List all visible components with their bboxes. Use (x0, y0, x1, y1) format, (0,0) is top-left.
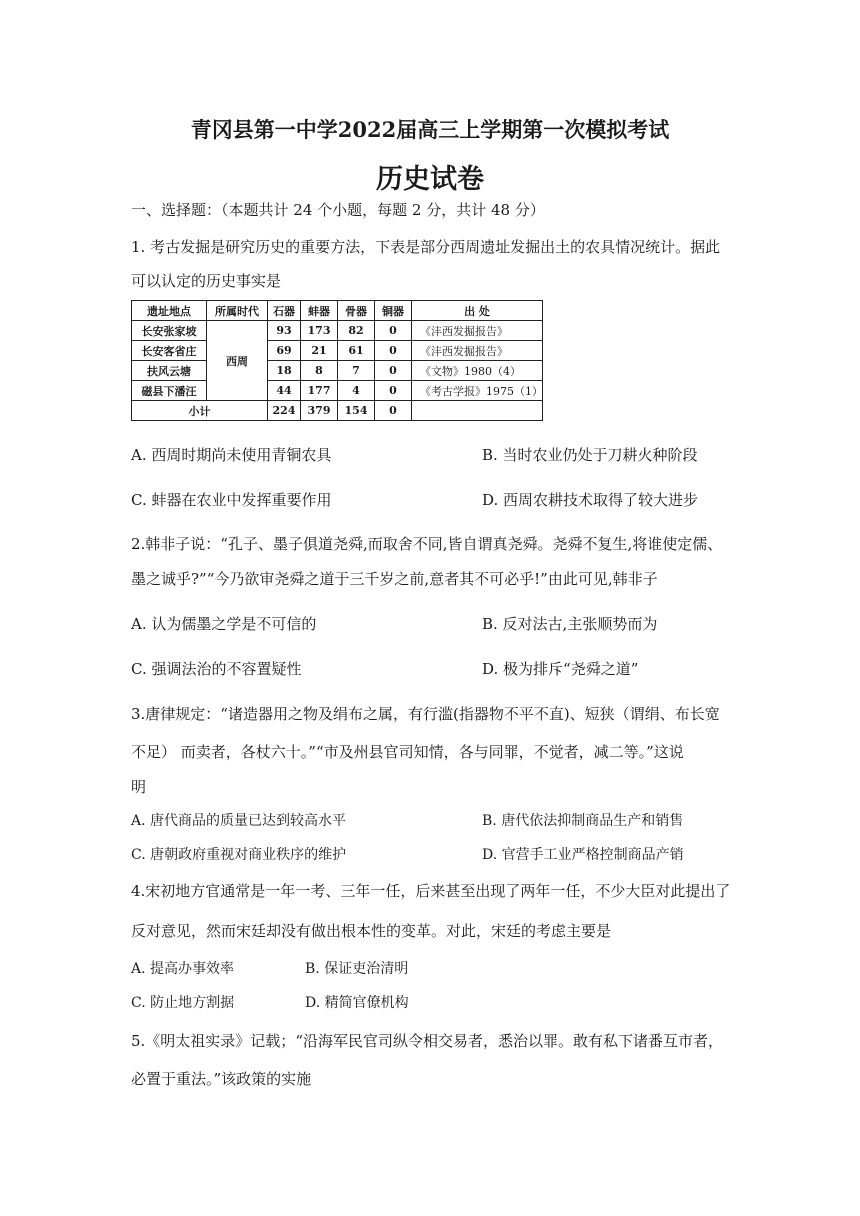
q4-option-d[interactable]: D. 精简官僚机构 (305, 995, 409, 1011)
header-cell: 骨器 (338, 301, 375, 321)
header-cell: 遗址地点 (132, 301, 207, 321)
bone-total-cell: 154 (338, 401, 375, 421)
q2-option-a[interactable]: A. 认为儒墨之学是不可信的 (131, 615, 317, 633)
q3-option-b[interactable]: B. 唐代依法抑制商品生产和销售 (482, 813, 684, 829)
q5-stem-line2: 必置于重法。”该政策的实施 (131, 1070, 312, 1088)
bone-cell: 4 (338, 381, 375, 401)
q4-option-b[interactable]: B. 保证吏治清明 (305, 961, 409, 977)
q2-option-c[interactable]: C. 强调法治的不容置疑性 (131, 660, 302, 678)
source-cell: 《文物》1980（4） (412, 361, 543, 381)
q3-option-a[interactable]: A. 唐代商品的质量已达到较高水平 (131, 813, 347, 829)
q1-option-c[interactable]: C. 蚌器在农业中发挥重要作用 (131, 491, 332, 509)
source-cell: 《考古学报》1975（1） (412, 381, 543, 401)
bone-cell: 7 (338, 361, 375, 381)
q3-stem-line1: 3.唐律规定：“诸造器用之物及绢布之属，有行滥(指器物不平不直)、短狭（谓绢、布长宽 (131, 705, 720, 723)
total-label-cell: 小计 (132, 401, 268, 421)
table-total-row (132, 401, 543, 421)
shell-cell: 21 (301, 341, 338, 361)
section-heading: 一、选择题：（本题共计 24 个小题，每题 2 分，共计 48 分） (131, 201, 545, 219)
q4-option-c[interactable]: C. 防止地方割据 (131, 995, 235, 1011)
site-cell: 磁县下潘汪 (132, 381, 207, 401)
q3-stem-line3: 明 (131, 778, 147, 796)
q4-option-a[interactable]: A. 提高办事效率 (131, 961, 235, 977)
shell-cell: 177 (301, 381, 338, 401)
source-total-cell (412, 401, 543, 421)
q1-stem-line1: 1. 考古发掘是研究历史的重要方法，下表是部分西周遗址发掘出土的农具情况统计。据此 (131, 238, 721, 256)
header-cell: 石器 (268, 301, 301, 321)
exam-subtitle: 历史试卷 (376, 164, 484, 195)
q4-stem-line2: 反对意见，然而宋廷却没有做出根本性的变革。对此，宋廷的考虑主要是 (131, 922, 612, 940)
table-row (132, 361, 543, 381)
shell-cell: 173 (301, 321, 338, 341)
era-cell: 西周 (207, 321, 268, 401)
table-row (132, 321, 543, 341)
site-cell: 长安客省庄 (132, 341, 207, 361)
q4-stem-line1: 4.宋初地方官通常是一年一考、三年一任，后来甚至出现了两年一任，不少大臣对此提出了 (131, 882, 731, 900)
header-cell: 所属时代 (207, 301, 268, 321)
q1-option-d[interactable]: D. 西周农耕技术取得了较大进步 (482, 491, 699, 509)
table-row (132, 381, 543, 401)
source-cell: 《沣西发掘报告》 (412, 321, 543, 341)
stone-total-cell: 224 (268, 401, 301, 421)
q3-option-d[interactable]: D. 官营手工业严格控制商品产销 (482, 847, 684, 863)
shell-total-cell: 379 (301, 401, 338, 421)
stone-cell: 44 (268, 381, 301, 401)
stone-cell: 18 (268, 361, 301, 381)
q3-stem-line2: 不足） 而卖者，各杖六十。”“市及州县官司知情，各与同罪，不觉者，减二等。”这说 (131, 743, 684, 761)
q2-stem-line1: 2.韩非子说：“孔子、墨子俱道尧舜,而取舍不同,皆自谓真尧舜。尧舜不复生,将谁使定儒、 (131, 535, 723, 553)
stone-cell: 93 (268, 321, 301, 341)
table-header-row (132, 301, 543, 321)
q1-option-b[interactable]: B. 当时农业仍处于刀耕火种阶段 (482, 446, 698, 464)
bone-cell: 82 (338, 321, 375, 341)
header-cell: 蚌器 (301, 301, 338, 321)
bronze-total-cell: 0 (375, 401, 412, 421)
q1-option-a[interactable]: A. 西周时期尚未使用青铜农具 (131, 446, 332, 464)
q2-option-d[interactable]: D. 极为排斥“尧舜之道” (482, 660, 639, 678)
site-cell: 扶风云塘 (132, 361, 207, 381)
bronze-cell: 0 (375, 321, 412, 341)
source-cell: 《沣西发掘报告》 (412, 341, 543, 361)
table-row (132, 341, 543, 361)
exam-title: 青冈县第一中学2022届高三上学期第一次模拟考试 (190, 117, 670, 142)
shell-cell: 8 (301, 361, 338, 381)
q3-option-c[interactable]: C. 唐朝政府重视对商业秩序的维护 (131, 847, 347, 863)
header-cell: 出 处 (412, 301, 543, 321)
q5-stem-line1: 5.《明太祖实录》记载；“沿海军民官司纵令相交易者，悉治以罪。敢有私下诸番互市者， (131, 1032, 723, 1050)
stone-cell: 69 (268, 341, 301, 361)
bronze-cell: 0 (375, 341, 412, 361)
bronze-cell: 0 (375, 381, 412, 401)
site-cell: 长安张家坡 (132, 321, 207, 341)
q2-stem-line2: 墨之诚乎?”“今乃欲审尧舜之道于三千岁之前,意者其不可必乎!”由此可见,韩非子 (131, 570, 658, 588)
q1-stem-line2: 可以认定的历史事实是 (131, 272, 282, 290)
q2-option-b[interactable]: B. 反对法古,主张顺势而为 (482, 615, 658, 633)
q1-data-table (131, 300, 543, 421)
bone-cell: 61 (338, 341, 375, 361)
bronze-cell: 0 (375, 361, 412, 381)
header-cell: 铜器 (375, 301, 412, 321)
